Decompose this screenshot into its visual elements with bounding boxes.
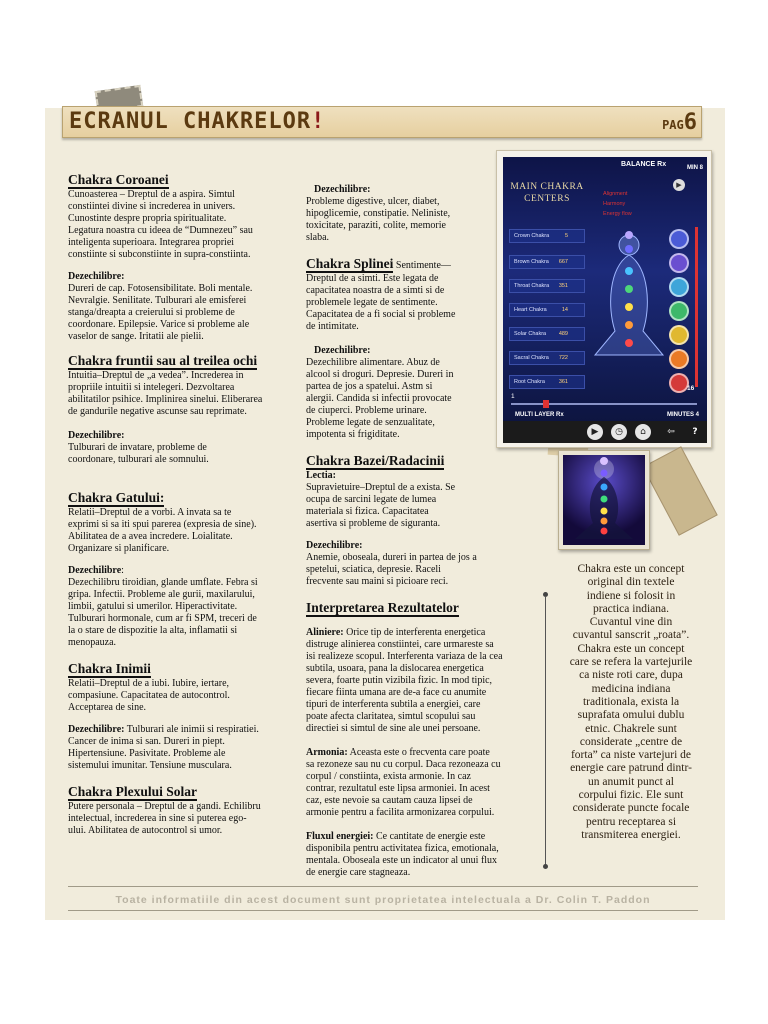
- text-line: constiintei divine si increderea in univers.: [68, 201, 236, 212]
- crown-chakra-icon: [669, 229, 689, 249]
- scale-min: 1: [511, 393, 515, 400]
- harmony-label: Armonia:: [306, 747, 348, 758]
- text-line: Abilitatea de a avea incredere. Loialitate.: [68, 531, 233, 542]
- chakra-row-value: 667: [558, 259, 568, 265]
- text-line: Anemie, oboseala, dureri in partea de jos a: [306, 552, 477, 563]
- chakra-row-name: Root Chakra: [514, 379, 545, 385]
- sidebar-note: [548, 563, 714, 842]
- text-line: coordonare. Epilepsie. Varice si probleme ale: [68, 319, 250, 330]
- text-line: intelectual, increderea in sine si puterea ego-: [68, 813, 247, 824]
- scale-max: 16: [687, 385, 695, 392]
- text-line: caz, este nevoie sa cautam cauza lipsei de: [306, 795, 473, 806]
- text-line: corpul / constiinta, exista armonie. In caz: [306, 771, 471, 782]
- text-line: un anumit punct al: [588, 775, 674, 788]
- text-line: practica indiana.: [593, 602, 669, 615]
- chakra-row: [509, 255, 585, 269]
- text-line: isi realizeze scopul. Interferenta variaza de la cea: [306, 651, 503, 662]
- heading-interpreting-results: Interpretarea Rezultatelor: [306, 600, 459, 615]
- page-number-value: 6: [683, 110, 697, 135]
- page-number: [662, 110, 697, 135]
- text-line: propriile intuitii si intelegeri. Dezvoltarea: [68, 382, 235, 393]
- chakra-app-screen: [503, 157, 707, 443]
- text-line: coordonare, tulburari ale somnului.: [68, 454, 209, 465]
- text-line: menopauza.: [68, 637, 117, 648]
- text-line: Intuitia–Dreptul de „a vedea”. Increderea in: [68, 370, 244, 381]
- text-line: Legatura noastra cu ideea de “Dumnezeu” sau: [68, 225, 253, 236]
- heading-crown-chakra: Chakra Coroanei: [68, 172, 169, 187]
- text-line: Dreptul de a simti. Este legata de: [306, 273, 439, 284]
- text-line: Cancer de inima si san. Dureri in piept.: [68, 736, 225, 747]
- text-line: Acceptarea de sine.: [68, 702, 147, 713]
- text-line: Hipertensiune. Pasivitate. Probleme ale: [68, 748, 226, 759]
- text-line: subtila, usoara, pana la dislocarea energetica: [306, 663, 484, 674]
- chakra-row-name: Brown Chakra: [514, 259, 549, 265]
- meditation-photo: [558, 450, 650, 550]
- text-line: Dezechilibru tiroidian, glande umflate. Febra si: [68, 577, 258, 588]
- text-line: mentala. Oboseala este un indicator al unui flux: [306, 855, 498, 866]
- text-line: abilitatilor psihice. Implinirea sinelui. Eliberarea: [68, 394, 263, 405]
- text-line: etnic. Chakrele sunt: [585, 722, 677, 735]
- text-line: limbii, gatului si umerilor. Hiperactivitate.: [68, 601, 238, 612]
- page-title: [69, 109, 325, 134]
- text-line: exprimi si sa iti spui parerea (expresia de sine).: [68, 519, 257, 530]
- page-banner: [62, 106, 702, 138]
- footer-copyright: Toate informatiile din acest document sunt proprietatea intelectuala a Dr. Colin T. Paddon: [115, 894, 651, 906]
- minutes-label: MINUTES 4: [667, 412, 700, 418]
- text-line: de intimitate.: [306, 321, 359, 332]
- option-energy-flow: Energy flow: [603, 211, 632, 217]
- third-eye-imbalances-label: Dezechilibre:: [68, 430, 125, 441]
- text-line: capacitatea noastra de a simti si de: [306, 285, 445, 296]
- text-line: Putere personala – Dreptul de a gandi. Echilibru: [68, 801, 261, 812]
- heading-third-eye-chakra: Chakra fruntii sau al treilea ochi: [68, 353, 258, 368]
- root-lesson-label: Lectia:: [306, 470, 336, 481]
- text-line: Tulburari hormonale, cum ar fi SPM, treceri de: [68, 613, 257, 624]
- text-line: Dezechilibre alimentare. Abuz de: [306, 357, 440, 368]
- balance-label: BALANCE Rx: [621, 161, 667, 168]
- scale-bar: [695, 227, 698, 387]
- heading-spleen-chakra: Chakra Splinei: [306, 256, 394, 271]
- text-line: fiecare fiinta umana are de-a face cu anumite: [306, 687, 487, 698]
- text-line: [306, 831, 532, 843]
- text-line: ului. Abilitatea de autocontrol si umor.: [68, 825, 223, 836]
- crown-text: [68, 189, 278, 261]
- app-title-line-1: MAIN CHAKRA: [510, 182, 584, 192]
- time-slider: [511, 403, 697, 405]
- app-title-line-2: CENTERS: [524, 194, 570, 204]
- divider-cap: [543, 864, 548, 869]
- vertical-divider: [545, 596, 546, 866]
- time-slider-knob: [543, 400, 549, 408]
- text-line: tipuri de interferenta subtila a energiei, care: [306, 699, 481, 710]
- text-line: [306, 747, 532, 759]
- spleen-imbalances-label: Dezechilibre:: [314, 345, 371, 356]
- energy-flow-first: Ce cantitate de energie este: [373, 831, 486, 842]
- text-line: Supravietuire–Dreptul de a exista. Se: [306, 482, 456, 493]
- text-line: pentru receptarea si: [585, 815, 677, 828]
- text-line: cuvantul sanscrit „roata”.: [572, 629, 690, 642]
- alignment-paragraph: [306, 627, 532, 735]
- root-chakra-icon: [669, 373, 689, 393]
- option-alignment: Alignment: [603, 191, 628, 197]
- play-icon: ▶: [587, 424, 603, 440]
- back-arrow-icon: ⇦: [667, 427, 675, 437]
- text-line: [68, 724, 278, 736]
- chakra-row-value: 722: [558, 355, 568, 361]
- text-line: gripa. Infectii. Probleme ale gurii, maxilarului,: [68, 589, 255, 600]
- text-line: Chakra este un concept: [577, 642, 685, 655]
- chakra-row-value: 5: [564, 233, 568, 239]
- crown-imbalances-text: [68, 283, 278, 343]
- text-line: toxicitate, paraziti, colite, memorie: [306, 220, 446, 231]
- text-line: Cunostinte despre propria spiritualitate.: [68, 213, 227, 224]
- text-line: [306, 627, 532, 639]
- throat-imbalances-colon: :: [121, 565, 124, 576]
- footer-rule-bottom: [68, 910, 698, 911]
- text-line: la o stare de dispozitie la alta, inflamatii si: [68, 625, 238, 636]
- text-line: de energie care stagneaza.: [306, 867, 411, 878]
- chakra-row: [509, 229, 585, 243]
- text-line: disponibila pentru activitatea fizica, emotionala,: [306, 843, 499, 854]
- harmony-paragraph: [306, 747, 532, 819]
- text-line: original din textele: [587, 576, 675, 589]
- heart-imbalances-label: Dezechilibre:: [68, 724, 125, 735]
- crown-imbalances-label: Dezechilibre:: [68, 271, 125, 282]
- text-line: traditionala, exista la: [582, 695, 680, 708]
- brow-chakra-icon: [669, 253, 689, 273]
- text-line: medicina indiana: [591, 682, 671, 695]
- text-line: contrar, rezultatul este lipsa armoniei. In acest: [306, 783, 490, 794]
- page-number-label: PAG: [662, 118, 684, 132]
- text-line: suprafata omului dublu: [577, 709, 685, 722]
- third-eye-imbalances-text: [68, 442, 278, 466]
- home-icon: ⌂: [635, 424, 651, 440]
- app-toolbar: [503, 421, 707, 443]
- chakra-row-name: Crown Chakra: [514, 233, 550, 239]
- help-icon: ?: [692, 427, 698, 437]
- heading-throat-chakra: Chakra Gatului:: [68, 490, 165, 505]
- text-line: alcool si droguri. Depresie. Dureri in: [306, 369, 454, 380]
- third-eye-text: [68, 370, 278, 418]
- alignment-label: Aliniere:: [306, 627, 344, 638]
- heading-root-chakra: Chakra Bazei/Radacinii: [306, 453, 445, 468]
- chakra-row: [509, 351, 585, 365]
- throat-text: [68, 507, 278, 555]
- text-line: Probleme digestive, ulcer, diabet,: [306, 196, 440, 207]
- text-line: considerate puncte focale: [572, 802, 690, 815]
- solar-chakra-icon: [669, 325, 689, 345]
- solar-plexus-text: [68, 801, 278, 837]
- throat-imbalances-text: [68, 577, 278, 649]
- text-line: Nevralgie. Senilitate. Tulburari ale emisferei: [68, 295, 247, 306]
- chakra-row-name: Heart Chakra: [514, 307, 547, 313]
- text-line: ca niste roti care, dupa: [579, 669, 683, 682]
- text-line: directiei si simtul de sine ale unei persoane.: [306, 723, 481, 734]
- spleen-heading-tail: Sentimente—: [393, 260, 451, 271]
- text-line: inteligenta superioara. Integrarea propriei: [68, 237, 235, 248]
- chakra-row-value: 361: [558, 379, 568, 385]
- heart-text: [68, 678, 278, 714]
- footer-rule-top: [68, 886, 698, 887]
- text-line: frecvente sau maini si picioare reci.: [306, 576, 449, 587]
- text-line: stanga/dreapta a creierului si probleme de: [68, 307, 235, 318]
- text-line: poate afecta claritatea, simtul scopului sau: [306, 711, 476, 722]
- text-line: considerate „centre de: [579, 735, 683, 748]
- heart-chakra-icon: [669, 301, 689, 321]
- throat-imbalances-word: Dezechilibre: [68, 565, 122, 576]
- root-imbalances-text: [306, 552, 532, 588]
- energy-flow-paragraph: [306, 831, 532, 879]
- root-imbalances-label: Dezechilibre:: [306, 540, 363, 551]
- heart-imbalances-first: Tulburari ale inimii si respiratiei.: [124, 724, 259, 735]
- heading-heart-chakra: Chakra Inimii: [68, 661, 151, 676]
- text-line: problemele legate de sentimente.: [306, 297, 438, 308]
- text-line: forta” ca niste vartejuri de: [570, 749, 692, 762]
- chakra-row-name: Throat Chakra: [514, 283, 550, 289]
- heart-imbalances-text: [68, 724, 278, 772]
- chakra-row-value: 489: [558, 331, 568, 337]
- chakra-row: [509, 375, 585, 389]
- text-line: energie care patrund dintr-: [570, 762, 692, 775]
- multi-layer-label: MULTI LAYER Rx: [515, 412, 564, 418]
- text-line: de gandurile negative ascunse sau reprimate.: [68, 406, 247, 417]
- chakra-row: [509, 279, 585, 293]
- heading-solar-plexus-chakra: Chakra Plexului Solar: [68, 784, 198, 799]
- text-line: hipoglicemie, constipatie. Neliniste,: [306, 208, 451, 219]
- text-line: Organizare si planificare.: [68, 543, 170, 554]
- text-line: sistemului imunitar. Tensiune musculara.: [68, 760, 232, 771]
- text-line: Cuvantul vine din: [589, 616, 673, 629]
- sacral-chakra-icon: [669, 349, 689, 369]
- solar-imbalances-label: Dezechilibre:: [314, 184, 371, 195]
- alignment-first: Orice tip de interferenta energetica: [343, 627, 486, 638]
- text-line: Relatii–Dreptul de a vorbi. A invata sa te: [68, 507, 232, 518]
- text-line: Tulburari de invatare, probleme de: [68, 442, 207, 453]
- root-text: [306, 482, 532, 530]
- chakra-row-name: Solar Chakra: [514, 331, 547, 337]
- text-line: Relatii–Dreptul de a iubi. Iubire, iertare,: [68, 678, 230, 689]
- chakra-row: [509, 327, 585, 341]
- text-line: Cunoasterea – Dreptul de a aspira. Simtul: [68, 189, 235, 200]
- left-column: [68, 172, 278, 837]
- text-line: materiala si fizica. Capacitatea: [306, 506, 429, 517]
- option-harmony: Harmony: [603, 201, 626, 207]
- chakra-row: [509, 303, 585, 317]
- harmony-first: Aceasta este o frecventa care poate: [347, 747, 490, 758]
- play-icon: ▶: [673, 179, 685, 191]
- text-line: distruge alinierea constiintei, care urmareste sa: [306, 639, 494, 650]
- meditating-body-icon: [563, 455, 645, 545]
- chakra-symbols: [669, 229, 695, 397]
- text-line: transmiterea energiei.: [581, 828, 681, 841]
- text-line: vaselor de sange. Iritatii ale pielii.: [68, 331, 204, 342]
- energy-flow-label: Fluxul energiei:: [306, 831, 374, 842]
- throat-chakra-icon: [669, 277, 689, 297]
- text-line: slaba.: [306, 232, 330, 243]
- throat-imbalances-label: [68, 565, 278, 577]
- meditating-figure-icon: [589, 227, 669, 377]
- text-line: compasiune. Capacitatea de autocontrol.: [68, 690, 230, 701]
- text-line: Dureri de cap. Fotosensibilitate. Boli mentale.: [68, 283, 253, 294]
- text-line: constiinte si subconstiinte in supra-constiinta.: [68, 249, 251, 260]
- chakra-row-value: 14: [561, 307, 568, 313]
- text-line: sa rezoneze sau nu cu corpul. Daca rezoneaza cu: [306, 759, 501, 770]
- chakra-row-value: 351: [558, 283, 568, 289]
- min-label: MIN 8: [687, 165, 704, 171]
- text-line: indiene si folosit in: [586, 589, 676, 602]
- text-line: armonie pentru a facilita armonizarea corpului.: [306, 807, 495, 818]
- text-line: Probleme legate de senzualitate,: [306, 417, 435, 428]
- app-title: [507, 181, 587, 205]
- page-title-text: ECRANUL CHAKRELOR: [69, 109, 312, 134]
- chakra-row-name: Sacral Chakra: [514, 355, 549, 361]
- text-line: asertiva si probleme de siguranta.: [306, 518, 441, 529]
- clock-icon: ◷: [611, 424, 627, 440]
- text-line: spetelui, sciatica, depresie. Raceli: [306, 564, 441, 575]
- text-line: impotenta si frigiditate.: [306, 429, 400, 440]
- text-line: Chakra este un concept: [577, 563, 685, 575]
- text-line: ocupa de sarcini legate de lumea: [306, 494, 437, 505]
- meditation-photo-inner: [563, 455, 645, 545]
- text-line: de ciuperci. Probleme urinare.: [306, 405, 427, 416]
- text-line: care se refera la vartejurile: [569, 656, 693, 669]
- text-line: severa, foarte putin vizibila fizic. In mod tipic,: [306, 675, 493, 686]
- text-line: alergii. Candida si infectii provocate: [306, 393, 452, 404]
- page-title-exclaim: !: [311, 109, 326, 134]
- chakra-app-screenshot: [496, 150, 712, 448]
- text-line: corpului fizic. Ele sunt: [578, 789, 684, 802]
- text-line: Capacitatea de a fi social si probleme: [306, 309, 456, 320]
- text-line: partea de jos a spatelui. Astm si: [306, 381, 433, 392]
